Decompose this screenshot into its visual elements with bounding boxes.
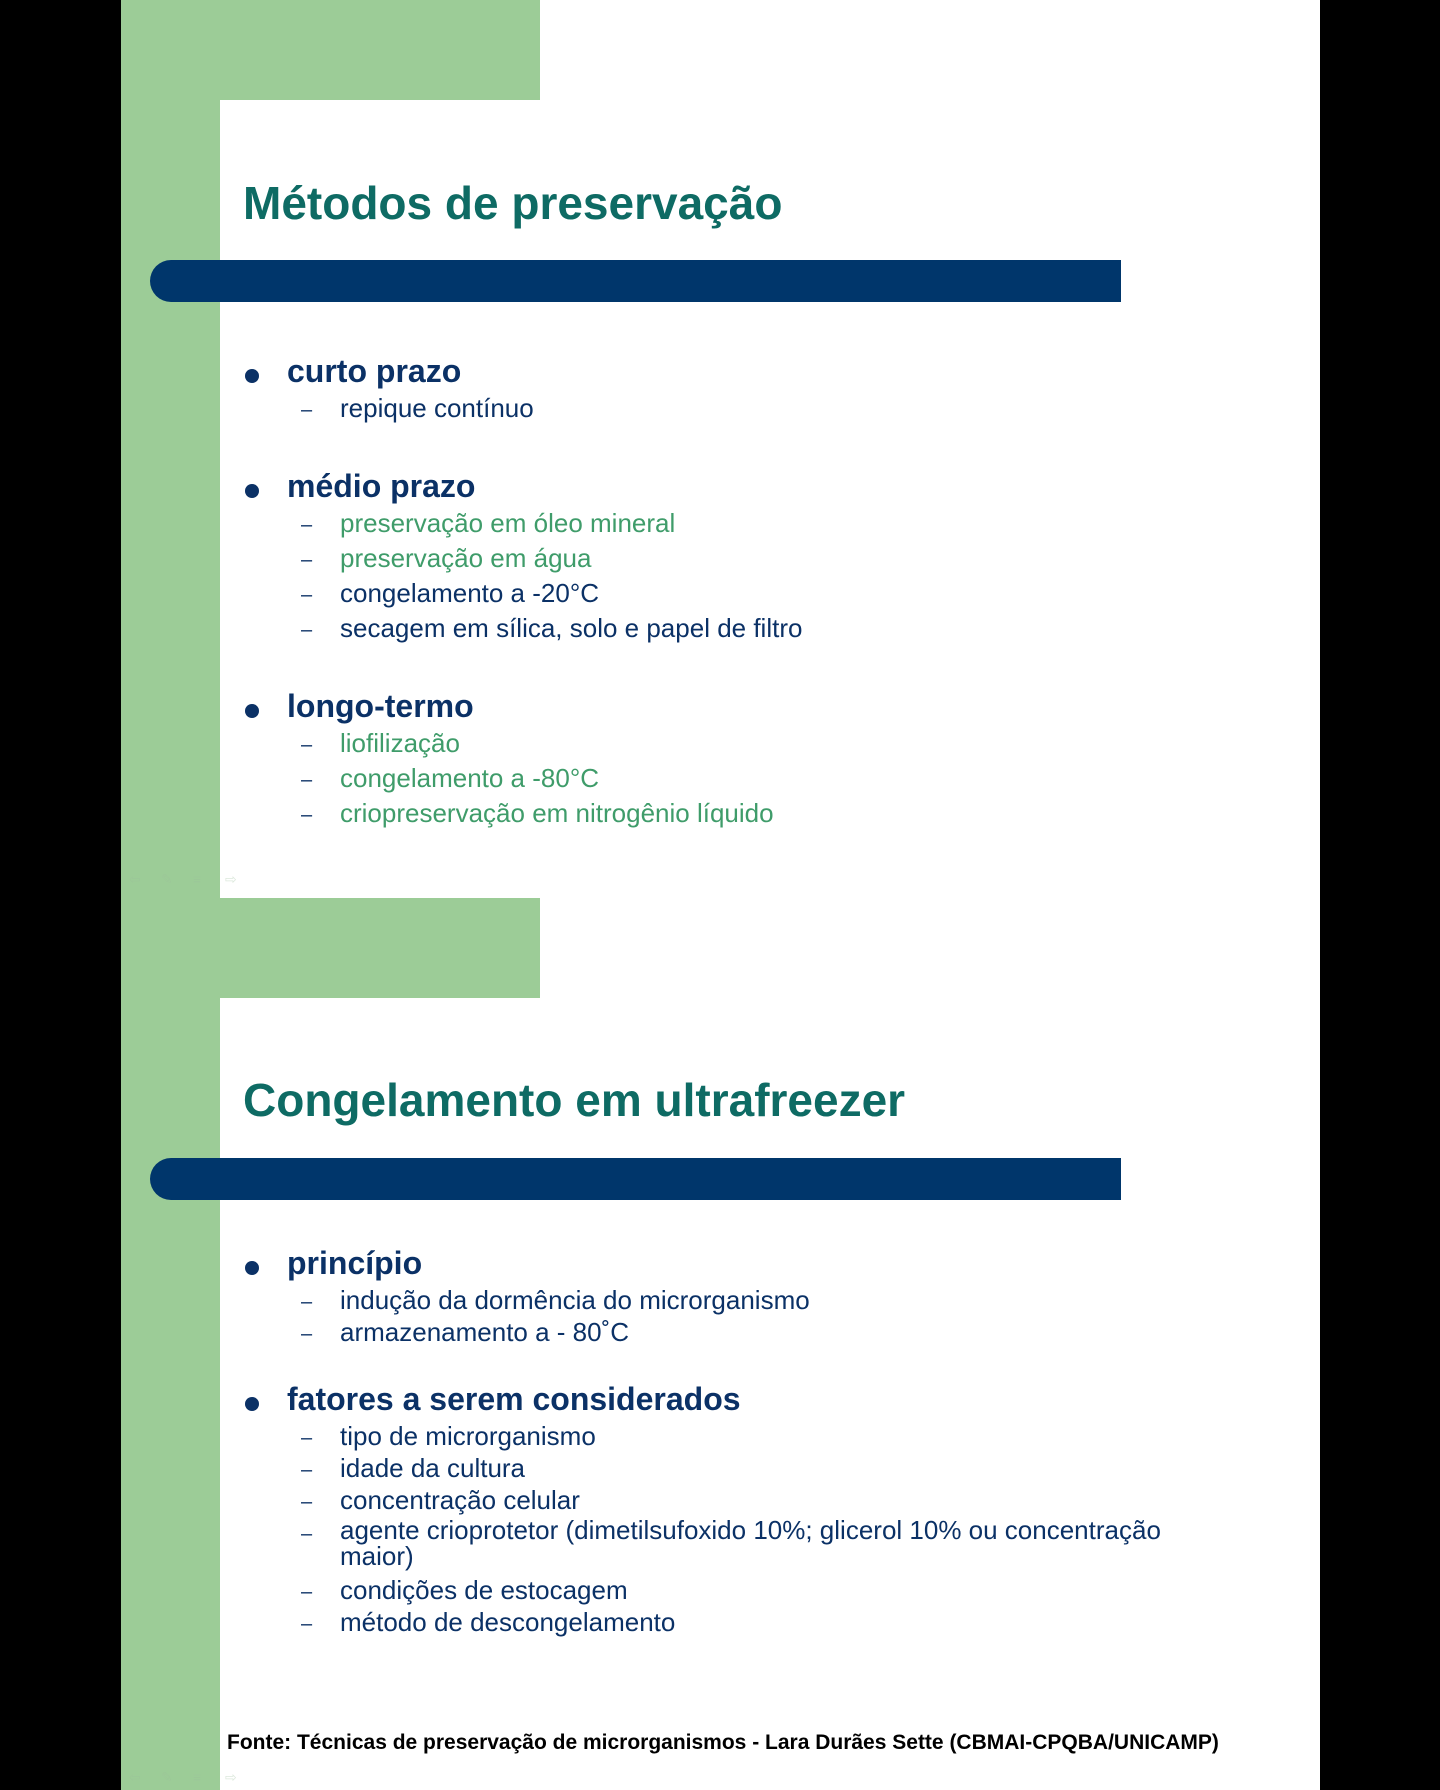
- list-item: tipo de microrganismo: [340, 1421, 596, 1451]
- arrow-right-icon[interactable]: ⇨: [225, 871, 237, 887]
- list-item: congelamento a -20°C: [340, 578, 599, 608]
- section-heading: fatores a serem considerados: [287, 1381, 741, 1417]
- bullet-icon: [245, 704, 259, 718]
- list-item: criopreservação em nitrogênio líquido: [340, 798, 774, 828]
- green-top-band: [121, 898, 540, 998]
- list-item: idade da cultura: [340, 1453, 526, 1483]
- slide-title: Métodos de preservação: [243, 177, 783, 229]
- arrow-left-icon[interactable]: ⇦: [129, 1769, 141, 1785]
- list-item: indução da dormência do microrganismo: [340, 1285, 810, 1315]
- arrow-left-icon[interactable]: ⇦: [129, 871, 141, 887]
- list-item: método de descongelamento: [340, 1607, 676, 1637]
- menu-icon[interactable]: ≡: [193, 871, 202, 887]
- section-fatores: [121, 1381, 1320, 1639]
- dash-icon: –: [301, 1491, 313, 1513]
- document-page: [121, 0, 1320, 1790]
- dash-icon: –: [301, 734, 313, 756]
- pen-icon[interactable]: ✎: [161, 871, 173, 887]
- dash-icon: –: [301, 1291, 313, 1313]
- section-longo-termo: [121, 688, 1320, 833]
- section-heading: curto prazo: [287, 353, 462, 389]
- dash-icon: –: [301, 769, 313, 791]
- bullet-icon: [245, 369, 259, 383]
- dash-icon: –: [301, 514, 313, 536]
- slide-1: [121, 0, 1320, 898]
- section-curto-prazo: [121, 353, 1320, 428]
- list-item: secagem em sílica, solo e papel de filtro: [340, 613, 803, 643]
- list-item: armazenamento a - 80˚C: [340, 1317, 630, 1347]
- slide-nav-controls: [129, 872, 243, 886]
- slide-2: [121, 898, 1320, 1790]
- list-item: preservação em óleo mineral: [340, 508, 676, 538]
- pen-icon[interactable]: ✎: [161, 1769, 173, 1785]
- bullet-icon: [245, 484, 259, 498]
- section-principio: [121, 1245, 1320, 1349]
- dash-icon: –: [301, 1613, 313, 1635]
- list-item: preservação em água: [340, 543, 592, 573]
- section-medio-prazo: [121, 468, 1320, 648]
- dash-icon: –: [301, 1459, 313, 1481]
- slide-title: Congelamento em ultrafreezer: [243, 1074, 906, 1126]
- dash-icon: –: [301, 549, 313, 571]
- dash-icon: –: [301, 619, 313, 641]
- dash-icon: –: [301, 1323, 313, 1345]
- menu-icon[interactable]: ≡: [193, 1769, 202, 1785]
- section-heading: longo-termo: [287, 688, 474, 724]
- section-heading: princípio: [287, 1245, 423, 1281]
- bullet-icon: [245, 1261, 259, 1275]
- bullet-icon: [245, 1397, 259, 1411]
- source-caption: Fonte: Técnicas de preservação de microrganismos - Lara Durães Sette (CBMAI-CPQBA/UNICAMP): [227, 1731, 1219, 1754]
- green-top-band: [121, 0, 540, 100]
- list-item: condições de estocagem: [340, 1575, 628, 1605]
- dash-icon: –: [301, 1523, 313, 1545]
- dash-icon: –: [301, 1427, 313, 1449]
- dash-icon: –: [301, 1581, 313, 1603]
- list-item: concentração celular: [340, 1485, 580, 1515]
- slide-nav-controls: [129, 1770, 243, 1784]
- dash-icon: –: [301, 584, 313, 606]
- list-item: agente crioprotetor (dimetilsufoxido 10%; glicerol 10% ou concentração maior): [340, 1515, 1161, 1571]
- list-item: liofilização: [340, 728, 460, 758]
- title-underline-bar: [150, 1158, 1121, 1200]
- dash-icon: –: [301, 399, 313, 421]
- list-item: congelamento a -80°C: [340, 763, 599, 793]
- title-underline-bar: [150, 260, 1121, 302]
- section-heading: médio prazo: [287, 468, 476, 504]
- arrow-right-icon[interactable]: ⇨: [225, 1769, 237, 1785]
- dash-icon: –: [301, 804, 313, 826]
- list-item: repique contínuo: [340, 393, 534, 423]
